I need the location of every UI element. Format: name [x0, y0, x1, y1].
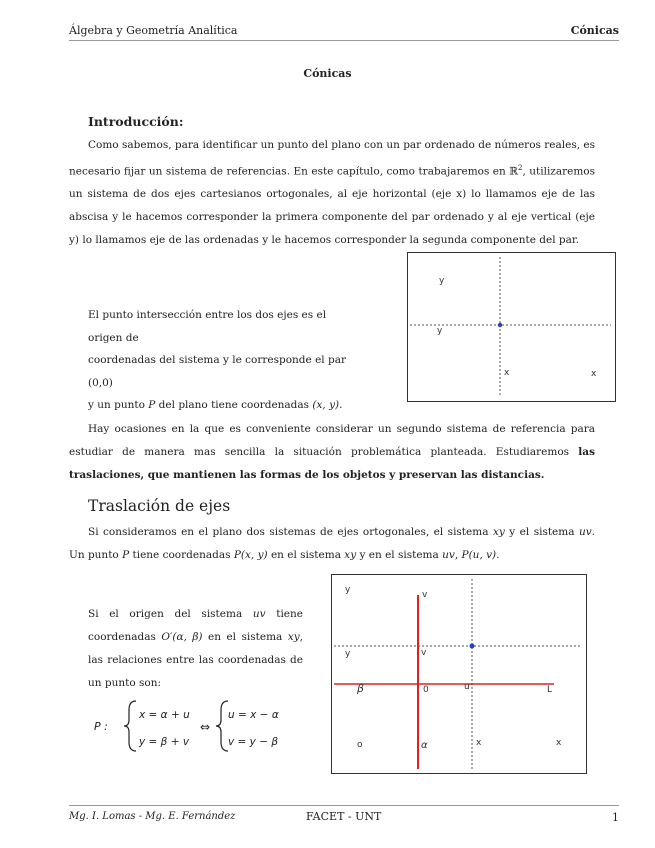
left-brace [124, 701, 136, 751]
eq-x: x = α + u [139, 709, 190, 721]
footer-authors: Mg. I. Lomas - Mg. E. Fernández [69, 811, 236, 822]
intro-paragraph: Como sabemos, para identificar un punto del plano con un par ordenado de números reales, es necesario fijar un sistema de referencias. En este capítulo, como trabajaremos en ℝ$^2$, utilizaremos un sistema de dos ejes cartesianos ortogonales, al eje horizontal (eje x) lo llamamos eje de las abscisa y le hacemos corresponder la primera componente del par ordenado y al eje vertical (eje y) lo llamamos eje de las ordenadas y le hacemos corresponder la segunda componente del par. [69, 139, 595, 246]
header-course-title: Álgebra y Geometría Analítica [69, 24, 238, 37]
header-section-title: Cónicas [570, 24, 619, 37]
x-axis-label-right: x [591, 369, 597, 379]
eq-v: v = y − β [228, 736, 279, 748]
label-zero: 0 [423, 685, 429, 695]
label-x-low: x [476, 738, 482, 748]
label-v-top: v [422, 590, 428, 600]
label-y-mid: y [345, 649, 351, 659]
label-o-low: o [357, 740, 363, 750]
point-P [470, 644, 475, 649]
iff-symbol: ⇔ [200, 720, 211, 734]
translation-heading: Traslación de ejes [88, 497, 231, 515]
eq-u: u = x − α [228, 709, 279, 721]
intro-heading: Introducción: [88, 114, 184, 129]
x-axis-label-bottom: x [504, 368, 510, 378]
footer-divider [69, 805, 619, 806]
translation-equations [94, 698, 304, 754]
label-L: L [547, 685, 553, 695]
header-divider [69, 40, 619, 41]
page-title: Cónicas [303, 67, 352, 80]
origin-point [498, 323, 502, 327]
translation-intro-paragraph: Hay ocasiones en la que es conveniente considerar un segundo sistema de referencia para estudiar de manera mas sencilla la situación problemática planteada. Estudiaremos las traslaciones, que mantienen las formas de los objetos y preservan las distancias. [69, 423, 595, 481]
label-alpha: α [421, 740, 428, 751]
right-brace [216, 701, 228, 751]
footer-institution: FACET - UNT [306, 810, 382, 823]
translation-paragraph: Si consideramos en el plano dos sistemas de ejes ortogonales, el sistema xy y el sistema uv. Un punto P tiene coordenadas P(x, y) en el sistema xy y en el sistema uv, P(u, v). [69, 526, 595, 561]
label-v-mid: v [421, 648, 427, 658]
cartesian-axes-figure [407, 252, 616, 402]
origin-description: El punto intersección entre los dos ejes es el origen de coordenadas del sistema y le corresponde el par (0,0) y un punto P del plano tiene coordenadas (x, y). [88, 309, 346, 411]
y-axis-label-top: y [439, 276, 445, 286]
translation-description: Si el origen del sistema uv tiene coordenadas O′(α, β) en el sistema xy, las relaciones entre las coordenadas de un punto son: [88, 608, 303, 689]
label-beta: β [357, 682, 365, 695]
translated-axes-figure [331, 574, 587, 774]
label-x-right: x [556, 738, 562, 748]
eq-P-label: P : [94, 720, 108, 733]
page-number: 1 [612, 811, 619, 824]
label-y-top: y [345, 585, 351, 595]
label-u: u [464, 682, 470, 692]
eq-y: y = β + v [139, 736, 190, 748]
y-axis-label-mid: y [437, 326, 443, 336]
